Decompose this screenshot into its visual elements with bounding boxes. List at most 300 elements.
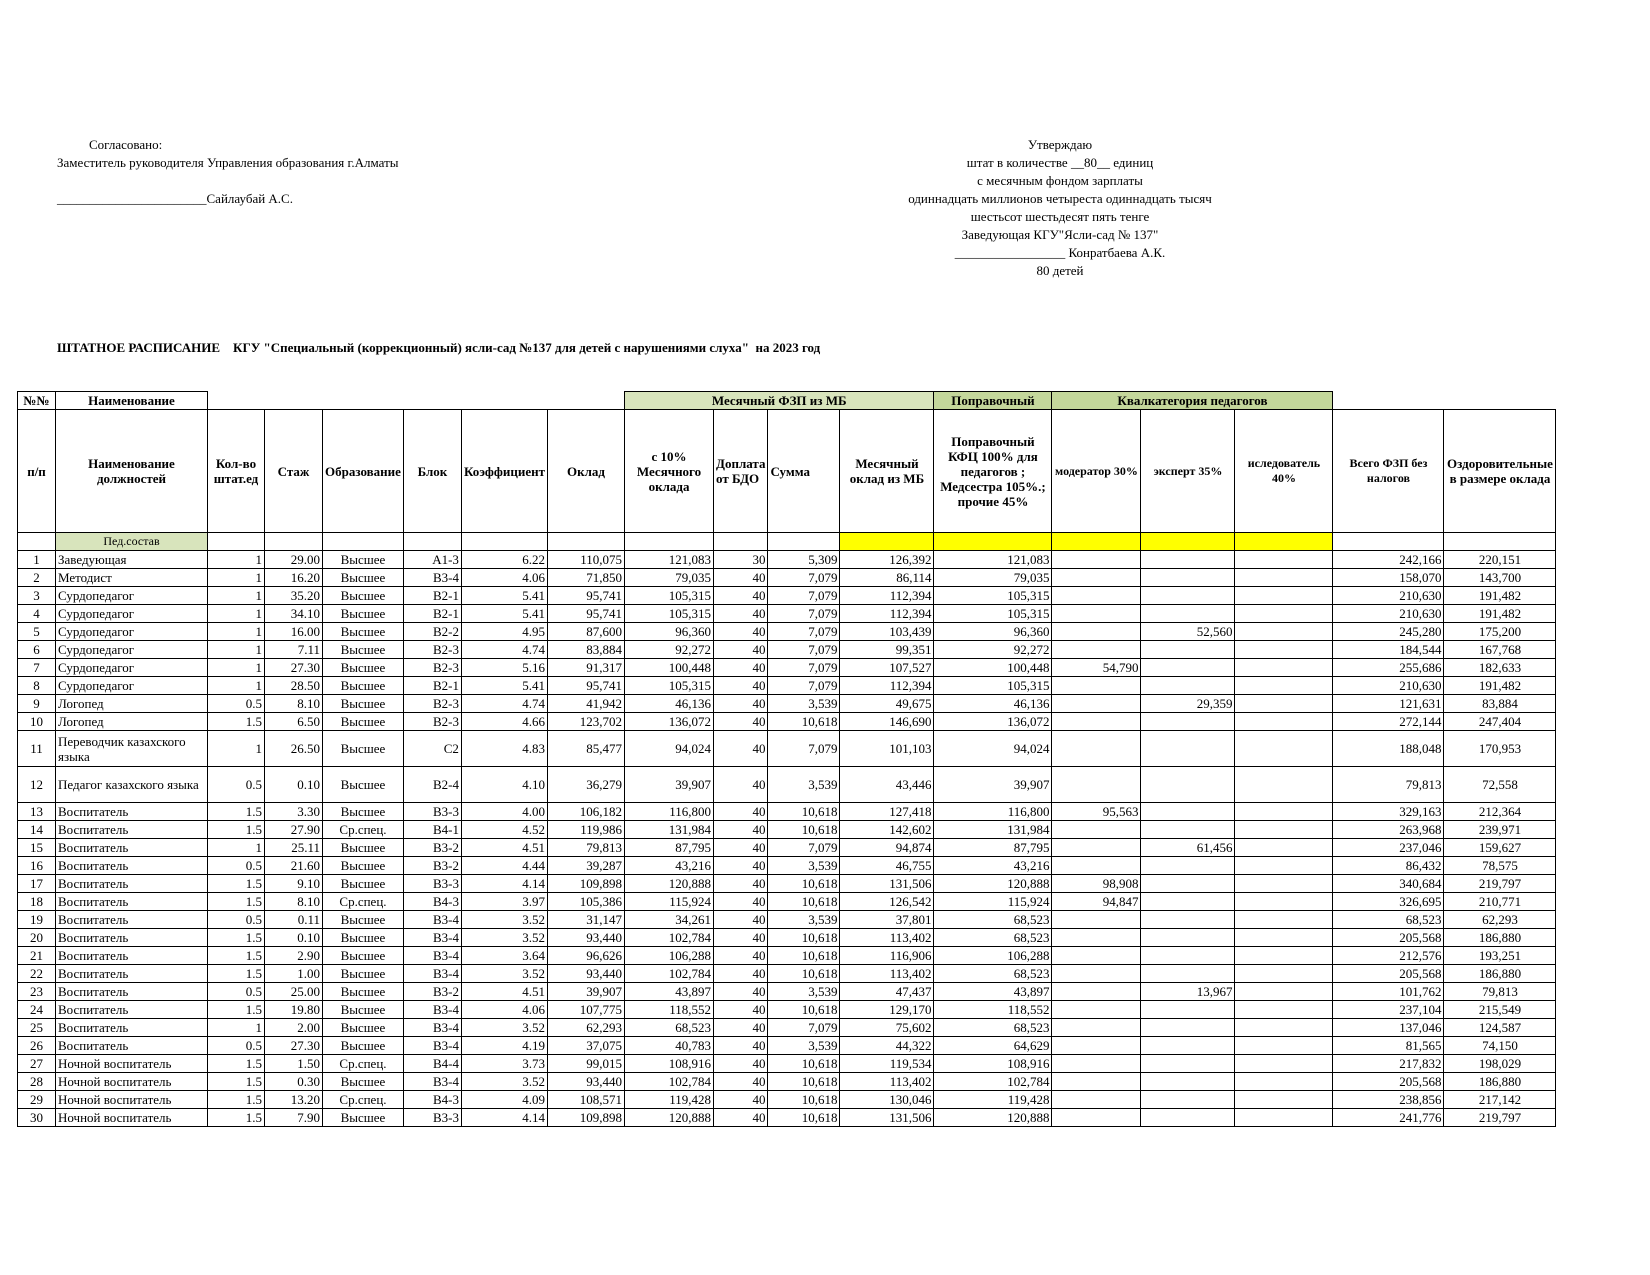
experience: 27.30	[265, 659, 323, 677]
expert-amount	[1141, 677, 1235, 695]
experience: 26.50	[265, 731, 323, 767]
bonus-sum: 3,539	[768, 911, 840, 929]
total-fzp: 137,046	[1333, 1019, 1444, 1037]
researcher-amount	[1235, 965, 1333, 983]
row-number: 13	[18, 803, 56, 821]
monthly-salary: 37,801	[840, 911, 934, 929]
education: Высшее	[323, 623, 404, 641]
expert-amount	[1141, 929, 1235, 947]
header-position-name: Наименование должностей	[56, 410, 208, 533]
staff-units: 1.5	[208, 1073, 265, 1091]
salary-plus-10: 105,315	[625, 587, 714, 605]
coefficient: 4.00	[461, 803, 547, 821]
experience: 34.10	[265, 605, 323, 623]
staff-units: 1.5	[208, 965, 265, 983]
monthly-salary: 119,534	[840, 1055, 934, 1073]
table-row	[18, 1019, 1556, 1037]
salary-plus-10: 120,888	[625, 875, 714, 893]
total-fzp: 210,630	[1333, 677, 1444, 695]
bonus-sum: 10,618	[768, 1073, 840, 1091]
bonus-sum: 7,079	[768, 1019, 840, 1037]
education: Высшее	[323, 983, 404, 1001]
total-fzp: 188,048	[1333, 731, 1444, 767]
salary-plus-10: 105,315	[625, 605, 714, 623]
block: В3-3	[403, 803, 461, 821]
total-fzp: 329,163	[1333, 803, 1444, 821]
staff-count-line: штат в количестве __80__ единиц	[966, 155, 1154, 170]
salary: 85,477	[548, 731, 625, 767]
expert-amount	[1141, 569, 1235, 587]
coefficient: 3.73	[461, 1055, 547, 1073]
position-name: Воспитатель	[56, 1019, 208, 1037]
monthly-salary: 146,690	[840, 713, 934, 731]
moderator-amount	[1052, 677, 1141, 695]
position-name: Логопед	[56, 713, 208, 731]
salary: 39,907	[548, 983, 625, 1001]
experience: 25.00	[265, 983, 323, 1001]
row-number: 25	[18, 1019, 56, 1037]
coefficient: 4.10	[461, 767, 547, 803]
header-group-qualification: Квалкатегория педагогов	[1052, 392, 1333, 410]
total-fzp: 245,280	[1333, 623, 1444, 641]
monthly-salary: 113,402	[840, 965, 934, 983]
position-name: Сурдопедагог	[56, 623, 208, 641]
health-allowance: 191,482	[1444, 605, 1556, 623]
bdo-bonus: 40	[714, 1073, 768, 1091]
row-number: 5	[18, 623, 56, 641]
staff-units: 1.5	[208, 893, 265, 911]
salary-plus-10: 131,984	[625, 821, 714, 839]
health-allowance: 143,700	[1444, 569, 1556, 587]
position-name: Воспитатель	[56, 929, 208, 947]
expert-amount	[1141, 1109, 1235, 1127]
moderator-amount	[1052, 983, 1141, 1001]
correction-amount: 136,072	[934, 713, 1052, 731]
expert-amount	[1141, 605, 1235, 623]
table-row	[18, 803, 1556, 821]
expert-amount	[1141, 767, 1235, 803]
coefficient: 4.66	[461, 713, 547, 731]
researcher-amount	[1235, 803, 1333, 821]
staff-units: 1	[208, 641, 265, 659]
monthly-salary: 131,506	[840, 875, 934, 893]
health-allowance: 78,575	[1444, 857, 1556, 875]
experience: 1.00	[265, 965, 323, 983]
table-row	[18, 731, 1556, 767]
researcher-amount	[1235, 551, 1333, 569]
total-fzp: 68,523	[1333, 911, 1444, 929]
bonus-sum: 3,539	[768, 983, 840, 1001]
salary-plus-10: 106,288	[625, 947, 714, 965]
salary-plus-10: 120,888	[625, 1109, 714, 1127]
bonus-sum: 7,079	[768, 623, 840, 641]
moderator-amount	[1052, 857, 1141, 875]
total-fzp: 79,813	[1333, 767, 1444, 803]
salary-plus-10: 79,035	[625, 569, 714, 587]
health-allowance: 239,971	[1444, 821, 1556, 839]
staff-units: 1	[208, 1019, 265, 1037]
header-pp: п/п	[18, 410, 56, 533]
expert-amount	[1141, 947, 1235, 965]
salary-plus-10: 39,907	[625, 767, 714, 803]
position-name: Воспитатель	[56, 857, 208, 875]
coefficient: 3.64	[461, 947, 547, 965]
coefficient: 4.06	[461, 1001, 547, 1019]
researcher-amount	[1235, 1109, 1333, 1127]
experience: 0.30	[265, 1073, 323, 1091]
salary-plus-10: 136,072	[625, 713, 714, 731]
staff-units: 1	[208, 587, 265, 605]
moderator-amount	[1052, 641, 1141, 659]
salary: 96,626	[548, 947, 625, 965]
monthly-salary: 107,527	[840, 659, 934, 677]
row-number: 1	[18, 551, 56, 569]
coefficient: 3.52	[461, 1073, 547, 1091]
salary-plus-10: 46,136	[625, 695, 714, 713]
health-allowance: 210,771	[1444, 893, 1556, 911]
health-allowance: 219,797	[1444, 1109, 1556, 1127]
education: Высшее	[323, 605, 404, 623]
position-name: Воспитатель	[56, 821, 208, 839]
education: Высшее	[323, 677, 404, 695]
bonus-sum: 10,618	[768, 893, 840, 911]
row-number: 22	[18, 965, 56, 983]
education: Высшее	[323, 947, 404, 965]
bdo-bonus: 40	[714, 803, 768, 821]
salary-plus-10: 105,315	[625, 677, 714, 695]
salary: 95,741	[548, 587, 625, 605]
expert-amount	[1141, 875, 1235, 893]
researcher-amount	[1235, 713, 1333, 731]
salary: 109,898	[548, 875, 625, 893]
position-name: Ночной воспитатель	[56, 1091, 208, 1109]
block: В4-1	[403, 821, 461, 839]
table-row	[18, 1091, 1556, 1109]
monthly-salary: 103,439	[840, 623, 934, 641]
approve-label: Утверждаю	[1027, 137, 1093, 152]
block: В3-2	[403, 839, 461, 857]
total-fzp: 217,832	[1333, 1055, 1444, 1073]
expert-amount	[1141, 641, 1235, 659]
education: Высшее	[323, 569, 404, 587]
row-number: 3	[18, 587, 56, 605]
header-number-top: №№	[18, 392, 56, 410]
education: Ср.спец.	[323, 821, 404, 839]
researcher-amount	[1235, 1037, 1333, 1055]
header-moderator: модератор 30%	[1052, 410, 1141, 533]
table-row	[18, 1109, 1556, 1127]
researcher-amount	[1235, 767, 1333, 803]
researcher-amount	[1235, 605, 1333, 623]
moderator-amount	[1052, 911, 1141, 929]
table-row	[18, 929, 1556, 947]
experience: 27.90	[265, 821, 323, 839]
moderator-amount	[1052, 1109, 1141, 1127]
education: Высшее	[323, 965, 404, 983]
researcher-amount	[1235, 875, 1333, 893]
correction-amount: 105,315	[934, 587, 1052, 605]
fund-amount-line2: шестьсот шестьдесят пять тенге	[970, 209, 1150, 224]
health-allowance: 198,029	[1444, 1055, 1556, 1073]
approval-right	[860, 136, 1260, 280]
table-row	[18, 983, 1556, 1001]
researcher-amount	[1235, 929, 1333, 947]
health-allowance: 170,953	[1444, 731, 1556, 767]
staff-units: 0.5	[208, 695, 265, 713]
position-name: Ночной воспитатель	[56, 1109, 208, 1127]
education: Ср.спец.	[323, 1091, 404, 1109]
health-allowance: 217,142	[1444, 1091, 1556, 1109]
block: В2-3	[403, 695, 461, 713]
coefficient: 4.14	[461, 875, 547, 893]
monthly-salary: 113,402	[840, 929, 934, 947]
total-fzp: 238,856	[1333, 1091, 1444, 1109]
researcher-amount	[1235, 1001, 1333, 1019]
researcher-amount	[1235, 947, 1333, 965]
experience: 35.20	[265, 587, 323, 605]
experience: 19.80	[265, 1001, 323, 1019]
experience: 3.30	[265, 803, 323, 821]
salary-plus-10: 100,448	[625, 659, 714, 677]
monthly-salary: 101,103	[840, 731, 934, 767]
position-name: Ночной воспитатель	[56, 1055, 208, 1073]
position-name: Сурдопедагог	[56, 659, 208, 677]
row-number: 21	[18, 947, 56, 965]
moderator-amount: 98,908	[1052, 875, 1141, 893]
researcher-amount	[1235, 1073, 1333, 1091]
researcher-amount	[1235, 659, 1333, 677]
experience: 0.10	[265, 929, 323, 947]
correction-amount: 39,907	[934, 767, 1052, 803]
salary: 110,075	[548, 551, 625, 569]
researcher-amount	[1235, 731, 1333, 767]
head-position: Заведующая КГУ"Ясли-сад № 137"	[961, 227, 1159, 242]
position-name: Сурдопедагог	[56, 677, 208, 695]
staff-units: 1.5	[208, 947, 265, 965]
salary-plus-10: 40,783	[625, 1037, 714, 1055]
correction-amount: 116,800	[934, 803, 1052, 821]
children-count: 80 детей	[1036, 263, 1084, 278]
bonus-sum: 3,539	[768, 857, 840, 875]
staff-units: 1.5	[208, 1001, 265, 1019]
health-allowance: 186,880	[1444, 929, 1556, 947]
total-fzp: 101,762	[1333, 983, 1444, 1001]
salary: 62,293	[548, 1019, 625, 1037]
bonus-sum: 7,079	[768, 659, 840, 677]
table-row	[18, 1037, 1556, 1055]
experience: 1.50	[265, 1055, 323, 1073]
expert-amount	[1141, 551, 1235, 569]
salary: 36,279	[548, 767, 625, 803]
correction-amount: 131,984	[934, 821, 1052, 839]
researcher-amount	[1235, 1055, 1333, 1073]
block: В4-3	[403, 1091, 461, 1109]
block: В3-4	[403, 1073, 461, 1091]
coefficient: 5.41	[461, 587, 547, 605]
moderator-amount	[1052, 1037, 1141, 1055]
bdo-bonus: 40	[714, 713, 768, 731]
coefficient: 5.41	[461, 605, 547, 623]
experience: 21.60	[265, 857, 323, 875]
table-row	[18, 587, 1556, 605]
correction-amount: 92,272	[934, 641, 1052, 659]
staff-units: 1.5	[208, 875, 265, 893]
monthly-salary: 112,394	[840, 605, 934, 623]
monthly-salary: 112,394	[840, 677, 934, 695]
researcher-amount	[1235, 1091, 1333, 1109]
correction-amount: 79,035	[934, 569, 1052, 587]
bdo-bonus: 40	[714, 893, 768, 911]
experience: 2.00	[265, 1019, 323, 1037]
header-group-correction: Поправочный	[934, 392, 1052, 410]
monthly-salary: 142,602	[840, 821, 934, 839]
education: Высшее	[323, 911, 404, 929]
total-fzp: 255,686	[1333, 659, 1444, 677]
moderator-amount	[1052, 1091, 1141, 1109]
block: С2	[403, 731, 461, 767]
health-allowance: 175,200	[1444, 623, 1556, 641]
bonus-sum: 7,079	[768, 587, 840, 605]
position-name: Сурдопедагог	[56, 605, 208, 623]
health-allowance: 167,768	[1444, 641, 1556, 659]
salary: 123,702	[548, 713, 625, 731]
total-fzp: 340,684	[1333, 875, 1444, 893]
agreed-label: Согласовано:	[89, 137, 163, 152]
correction-amount: 105,315	[934, 677, 1052, 695]
bdo-bonus: 40	[714, 839, 768, 857]
position-name: Сурдопедагог	[56, 587, 208, 605]
bonus-sum: 10,618	[768, 803, 840, 821]
expert-amount	[1141, 857, 1235, 875]
monthly-salary: 99,351	[840, 641, 934, 659]
researcher-amount	[1235, 857, 1333, 875]
health-allowance: 191,482	[1444, 677, 1556, 695]
bdo-bonus: 40	[714, 911, 768, 929]
experience: 7.90	[265, 1109, 323, 1127]
correction-amount: 87,795	[934, 839, 1052, 857]
education: Ср.спец.	[323, 893, 404, 911]
block: В3-4	[403, 965, 461, 983]
bonus-sum: 7,079	[768, 731, 840, 767]
bdo-bonus: 40	[714, 659, 768, 677]
deputy-position: Заместитель руководителя Управления образования г.Алматы	[57, 155, 399, 170]
bdo-bonus: 30	[714, 551, 768, 569]
education: Высшее	[323, 1001, 404, 1019]
block: В3-4	[403, 1019, 461, 1037]
salary: 31,147	[548, 911, 625, 929]
position-name: Воспитатель	[56, 965, 208, 983]
salary-plus-10: 34,261	[625, 911, 714, 929]
researcher-amount	[1235, 893, 1333, 911]
correction-amount: 68,523	[934, 965, 1052, 983]
total-fzp: 263,968	[1333, 821, 1444, 839]
header-monthly-salary: Месячный оклад из МБ	[840, 410, 934, 533]
salary: 107,775	[548, 1001, 625, 1019]
health-allowance: 83,884	[1444, 695, 1556, 713]
position-name: Заведующая	[56, 551, 208, 569]
expert-amount	[1141, 1001, 1235, 1019]
header-bdo-bonus: Доплата от БДО	[714, 410, 768, 533]
expert-amount: 29,359	[1141, 695, 1235, 713]
block: В3-2	[403, 857, 461, 875]
correction-amount: 119,428	[934, 1091, 1052, 1109]
salary: 87,600	[548, 623, 625, 641]
position-name: Методист	[56, 569, 208, 587]
bdo-bonus: 40	[714, 587, 768, 605]
bdo-bonus: 40	[714, 857, 768, 875]
table-row	[18, 677, 1556, 695]
total-fzp: 210,630	[1333, 605, 1444, 623]
table-row	[18, 1055, 1556, 1073]
header-experience: Стаж	[265, 410, 323, 533]
monthly-salary: 49,675	[840, 695, 934, 713]
block: В2-2	[403, 623, 461, 641]
salary-plus-10: 87,795	[625, 839, 714, 857]
moderator-amount	[1052, 965, 1141, 983]
salary: 93,440	[548, 929, 625, 947]
coefficient: 4.83	[461, 731, 547, 767]
moderator-amount: 95,563	[1052, 803, 1141, 821]
block: В2-3	[403, 659, 461, 677]
education: Высшее	[323, 1073, 404, 1091]
salary: 105,386	[548, 893, 625, 911]
coefficient: 4.14	[461, 1109, 547, 1127]
correction-amount: 120,888	[934, 1109, 1052, 1127]
moderator-amount	[1052, 1019, 1141, 1037]
bonus-sum: 10,618	[768, 965, 840, 983]
monthly-salary: 130,046	[840, 1091, 934, 1109]
expert-amount	[1141, 803, 1235, 821]
table-row	[18, 659, 1556, 677]
health-allowance: 74,150	[1444, 1037, 1556, 1055]
salary: 41,942	[548, 695, 625, 713]
monthly-salary: 44,322	[840, 1037, 934, 1055]
header-coefficient: Коэффициент	[461, 410, 547, 533]
header-education: Образование	[323, 410, 404, 533]
expert-amount: 52,560	[1141, 623, 1235, 641]
correction-amount: 68,523	[934, 1019, 1052, 1037]
monthly-salary: 86,114	[840, 569, 934, 587]
position-name: Воспитатель	[56, 1001, 208, 1019]
block: В4-4	[403, 1055, 461, 1073]
staff-units: 1	[208, 623, 265, 641]
total-fzp: 210,630	[1333, 587, 1444, 605]
coefficient: 3.52	[461, 929, 547, 947]
monthly-salary: 47,437	[840, 983, 934, 1001]
salary-plus-10: 115,924	[625, 893, 714, 911]
coefficient: 3.52	[461, 1019, 547, 1037]
coefficient: 4.74	[461, 641, 547, 659]
monthly-salary: 43,446	[840, 767, 934, 803]
monthly-salary: 75,602	[840, 1019, 934, 1037]
education: Высшее	[323, 875, 404, 893]
salary: 79,813	[548, 839, 625, 857]
table-row	[18, 767, 1556, 803]
salary: 93,440	[548, 965, 625, 983]
moderator-amount	[1052, 587, 1141, 605]
coefficient: 6.22	[461, 551, 547, 569]
header-block: Блок	[403, 410, 461, 533]
correction-amount: 115,924	[934, 893, 1052, 911]
health-allowance: 220,151	[1444, 551, 1556, 569]
correction-amount: 106,288	[934, 947, 1052, 965]
row-number: 29	[18, 1091, 56, 1109]
education: Высшее	[323, 551, 404, 569]
salary-plus-10: 102,784	[625, 1073, 714, 1091]
staff-units: 1.5	[208, 1109, 265, 1127]
health-allowance: 186,880	[1444, 1073, 1556, 1091]
salary: 83,884	[548, 641, 625, 659]
